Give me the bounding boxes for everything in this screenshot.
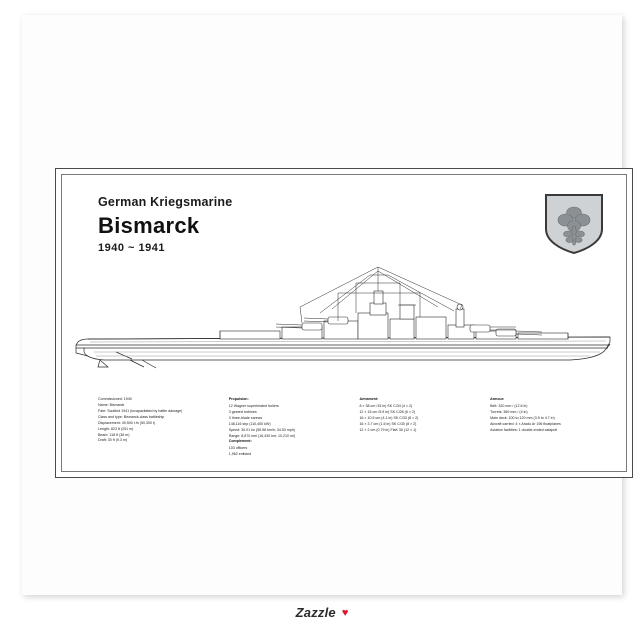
spec-line: 3 geared turbines xyxy=(228,409,257,414)
service-years: 1940 ~ 1941 xyxy=(98,242,165,254)
spec-line: Range: 8,870 nmi (16,430 km; 10,210 mi) xyxy=(228,433,296,438)
blueprint-card xyxy=(55,168,633,478)
spec-line: Displacement: 49,500 t.fn (50,300 t) xyxy=(98,420,156,425)
spec-heading: Propulsion: xyxy=(228,397,249,401)
spec-line: Main deck: 100 to 120 mm (3.9 to 4.7 in) xyxy=(490,415,555,420)
heart-icon: ♥ xyxy=(341,607,349,619)
spec-line: 16 × 3.7 cm (1.5 in) SK C/30 (8 × 2) xyxy=(359,421,417,426)
spec-line: 12 × 15 cm /5.9 in) SK C/28 (6 × 2) xyxy=(359,409,416,414)
spec-line: Aircraft carried: 4 × Arado Ar 196 floatplanes xyxy=(490,421,561,426)
spec-line: Length: 823 ft (251 m) xyxy=(98,426,134,431)
spec-line: Turrets: 360 mm / (4 in) xyxy=(490,409,528,414)
spec-line: 16 × 10.5 cm (4.1 in) SK C/33 (8 × 2) xyxy=(359,415,419,420)
spec-column-general xyxy=(98,397,222,458)
ship-profile-drawing xyxy=(70,247,620,382)
spec-heading: Armament: xyxy=(359,397,379,401)
spec-line: Speed: 30.01 kn (55.58 km/h; 34.53 mph) xyxy=(228,427,296,432)
spec-subheading: Complement: xyxy=(228,439,252,444)
spec-heading: Armour: xyxy=(490,397,505,401)
spec-line: Name: Bismarck xyxy=(98,402,125,407)
navy-label: German Kriegsmarine xyxy=(98,195,233,209)
spec-line: Beam: 118 ft (36 m) xyxy=(98,432,130,437)
spec-line: 148,116 shp (110,400 kW) xyxy=(228,421,271,426)
spec-line: Commissioned: 1940 xyxy=(98,397,132,401)
page-title: Bismarck xyxy=(98,213,200,238)
spec-line: 3 three-blade screws xyxy=(228,415,263,420)
footer xyxy=(0,604,644,622)
spec-line: 12 Wagner superheated boilers xyxy=(228,403,279,408)
spec-line: Fate: Scuttled 1941 (incapacitated by battle damage) xyxy=(98,408,183,413)
spec-line: Class and type: Bismarck-class battleship xyxy=(98,414,165,419)
spec-column-armament xyxy=(359,397,483,458)
spec-line: 103 officers xyxy=(228,446,248,451)
specifications xyxy=(98,397,614,458)
spec-line: 12 × 2 cm (0.79 in) FlaK 30 (12 × 1) xyxy=(359,427,417,432)
spec-line: 8 × 38 cm /15 in) SK C/34 (4 × 2) xyxy=(359,403,413,408)
spec-column-propulsion xyxy=(229,397,353,458)
spec-line: Aviation facilities: 1 double-ended catapult xyxy=(490,427,558,432)
title-block xyxy=(98,195,358,254)
spec-column-armour xyxy=(490,397,614,458)
spec-line: Draft: 30 ft (9.3 m) xyxy=(98,438,128,443)
zazzle-logo: Zazzle xyxy=(295,605,336,620)
coat-of-arms-icon xyxy=(544,193,604,255)
spec-line: 1,962 enlisted xyxy=(228,452,252,457)
sticker-sheet xyxy=(22,15,622,595)
spec-line: Belt: 320 mm / (12.6 in) xyxy=(490,403,528,408)
